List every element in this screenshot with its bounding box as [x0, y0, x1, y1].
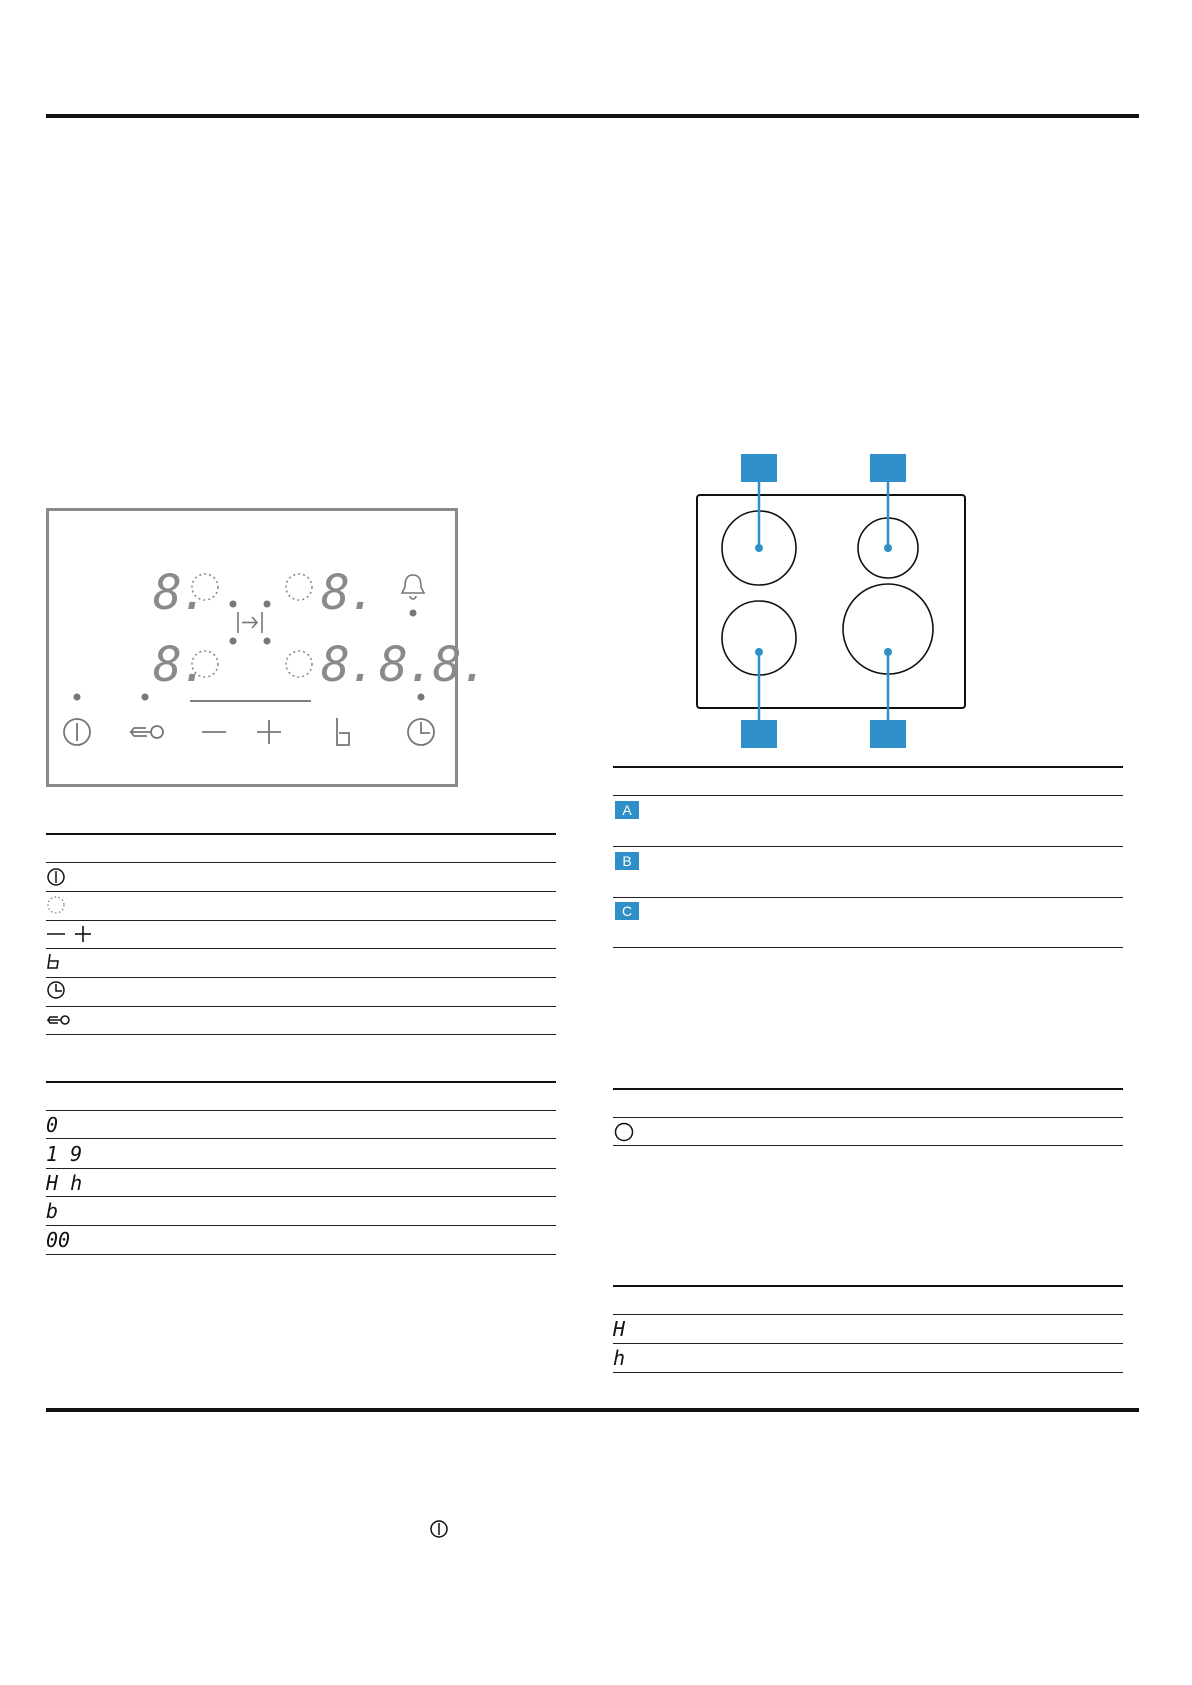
clock-icon — [408, 719, 434, 745]
key-icon — [48, 1016, 69, 1024]
power-icon — [48, 869, 64, 885]
display-symbol-b: b — [46, 1199, 59, 1223]
b-icon — [48, 954, 58, 968]
callout-4 — [870, 720, 906, 748]
control-panel-diagram — [46, 508, 487, 787]
display-symbol-zero: 0 — [46, 1113, 59, 1137]
zone-badge-c: C — [615, 902, 639, 920]
zone-select-bottom-left — [192, 651, 218, 677]
zone-link-icon — [238, 612, 262, 633]
b-icon — [337, 718, 349, 745]
display-table-header-rule — [46, 1081, 556, 1083]
clock-icon — [48, 982, 64, 998]
timer-display: 8.8. — [379, 637, 487, 693]
display-symbol-levels: 1 9 — [46, 1142, 83, 1166]
display-symbol-residual-heat: H h — [46, 1171, 83, 1195]
zones-table-header-rule — [613, 766, 1123, 768]
zone-display-bottom-right: 8. — [321, 637, 375, 693]
hob-diagram — [690, 455, 980, 750]
residual-table-header-rule — [613, 1285, 1123, 1287]
top-rule — [46, 114, 1139, 118]
residual-symbol-low: h — [613, 1346, 626, 1370]
panel-graphics — [49, 511, 455, 784]
key-icon — [131, 726, 163, 738]
minus-plus-icon — [47, 926, 91, 942]
zone-select-bottom-right — [286, 651, 312, 677]
callout-3 — [741, 720, 777, 748]
circle-table-header-rule — [613, 1088, 1123, 1090]
zone-display-bottom-left: 8. — [153, 637, 207, 693]
zone-select-top-right — [286, 574, 312, 600]
bell-icon — [402, 575, 424, 599]
power-icon — [64, 719, 90, 745]
zone-badge-a: A — [615, 801, 639, 819]
callout-1 — [741, 454, 777, 482]
zone-display-top-left: 8. — [153, 565, 207, 621]
plus-icon — [257, 720, 281, 744]
zone-dotted-icon — [48, 897, 64, 913]
controls-table-symbols — [46, 866, 106, 1031]
zone-display-top-right: 8. — [321, 565, 375, 621]
display-symbol-timer: 00 — [46, 1228, 71, 1252]
residual-symbol-high: H — [613, 1317, 626, 1341]
zone-select-top-left — [192, 574, 218, 600]
zone-badge-b: B — [615, 852, 639, 870]
footer-power-icon — [429, 1519, 449, 1539]
circle-icon — [613, 1121, 635, 1143]
controls-table-header-rule — [46, 833, 556, 835]
callout-2 — [870, 454, 906, 482]
bottom-rule — [46, 1408, 1139, 1412]
